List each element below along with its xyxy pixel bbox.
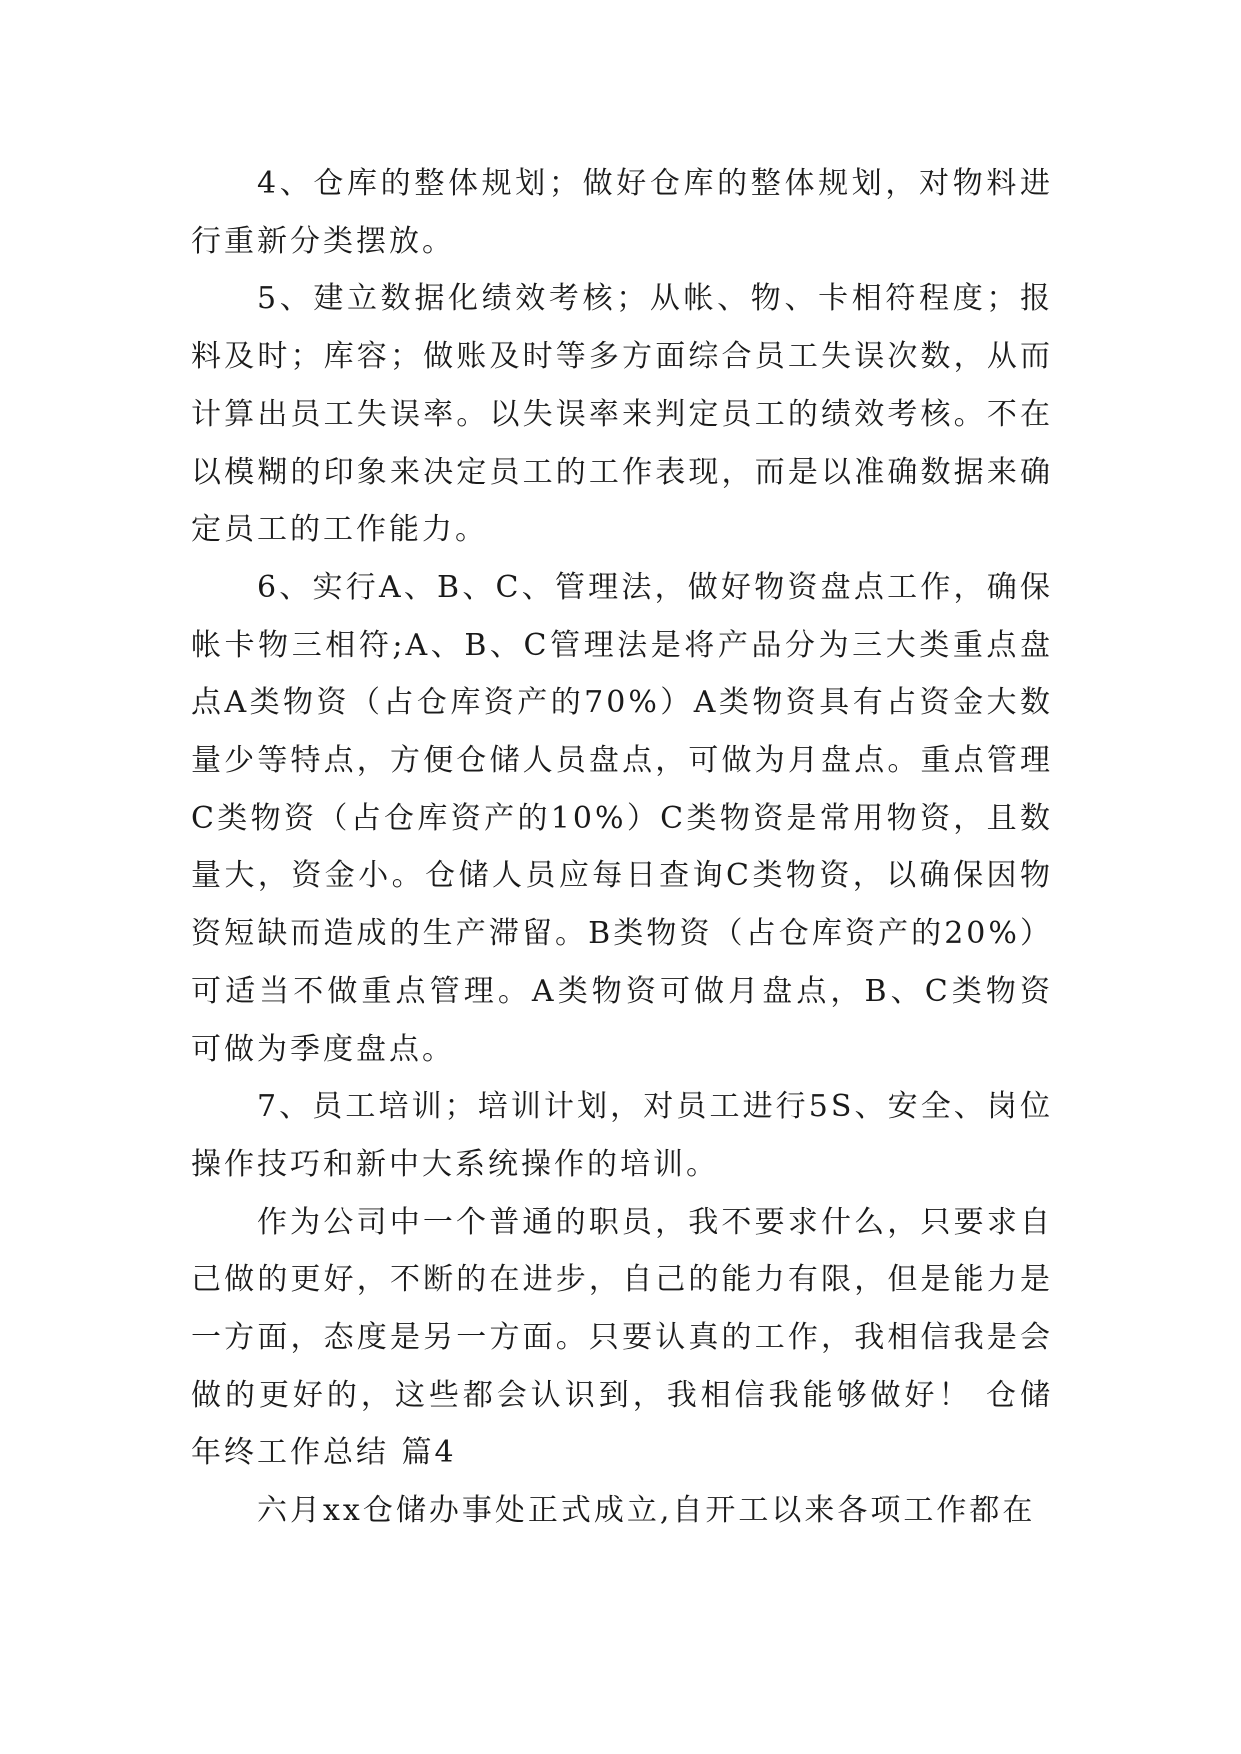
document-body <box>191 155 1053 1540</box>
paragraph-personal-statement: 作为公司中一个普通的职员，我不要求什么，只要求自己做的更好，不断的在进步，自己的能力有限，但是能力是一方面，态度是另一方面。只要认真的工作，我相信我是会做的更好的，这些都会认识到，我相信我能够做好！ 仓储年终工作总结 篇4 <box>191 1204 1053 1471</box>
paragraph-abc-management: 6、实行A、B、C、管理法，做好物资盘点工作，确保帐卡物三相符;A、B、C管理法是将产品分为三大类重点盘点A类物资（占仓库资产的70%）A类物资具有占资金大数量少等特点，方便仓储人员盘点，可做为月盘点。重点管理C类物资（占仓库资产的10%）C类物资是常用物资，且数量大，资金小。仓储人员应每日查询C类物资，以确保因物资短缺而造成的生产滞留。B类物资（占仓库资产的20%）可适当不做重点管理。A类物资可做月盘点，B、C类物资可做为季度盘点。 <box>191 569 1053 1067</box>
paragraph-performance-assessment: 5、建立数据化绩效考核；从帐、物、卡相符程度；报料及时；库容；做账及时等多方面综合员工失误次数，从而计算出员工失误率。以失误率来判定员工的绩效考核。不在以模糊的印象来决定员工的工作表现，而是以准确数据来确定员工的工作能力。 <box>191 281 1053 548</box>
paragraph-warehouse-planning: 4、仓库的整体规划；做好仓库的整体规划，对物料进行重新分类摆放。 <box>191 166 1053 259</box>
paragraph-june-office: 六月xx仓储办事处正式成立,自开工以来各项工作都在 <box>257 1493 1036 1529</box>
paragraph-staff-training: 7、员工培训；培训计划，对员工进行5S、安全、岗位操作技巧和新中大系统操作的培训。 <box>191 1089 1053 1182</box>
